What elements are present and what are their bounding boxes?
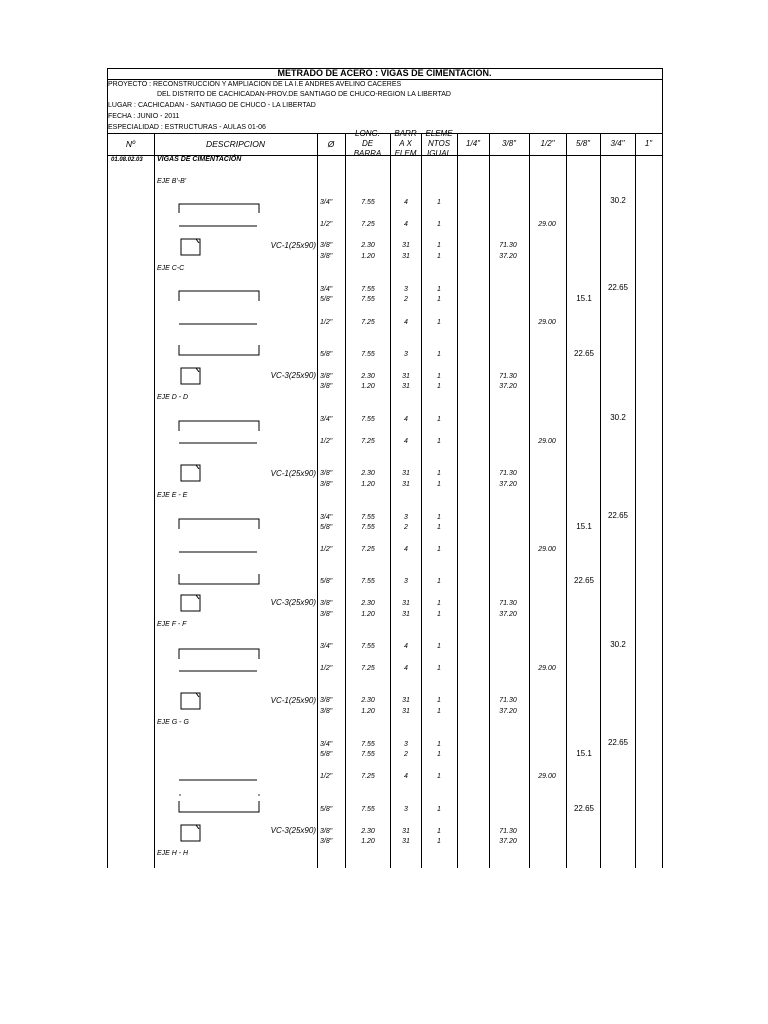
stirrup-hook (196, 368, 199, 372)
cell-c34: 30.2 (610, 640, 626, 649)
cell-d: 3/8" (320, 600, 333, 607)
cell-l: 1.20 (361, 481, 375, 488)
cell-c12: 29.00 (538, 319, 556, 326)
cell-d: 3/8" (320, 828, 333, 835)
cell-e: 1 (437, 546, 441, 553)
cell-b: 31 (402, 697, 410, 704)
cell-l: 2.30 (361, 600, 375, 607)
cell-l: 1.20 (361, 611, 375, 618)
cell-e: 1 (437, 514, 441, 521)
cell-c12: 29.00 (538, 438, 556, 445)
header-long-1: LONG. (355, 129, 380, 138)
cell-l: 7.55 (361, 524, 375, 531)
cell-b: 31 (402, 383, 410, 390)
cell-b: 3 (404, 286, 408, 293)
cell-e: 1 (437, 751, 441, 758)
cell-d: 5/8" (320, 524, 333, 531)
cell-d: 1/2" (320, 319, 333, 326)
stirrup-icon (181, 465, 200, 481)
vc-label: VC-3(25x90) (270, 826, 316, 835)
cell-d: 3/4" (320, 416, 333, 423)
header-diametro: Ø (327, 139, 335, 149)
cell-d: 3/8" (320, 708, 333, 715)
eje-label: EJE B'-B' (157, 178, 187, 185)
cell-l: 7.55 (361, 751, 375, 758)
header-barr-2: A X (399, 139, 412, 148)
cell-c34: 30.2 (610, 196, 626, 205)
rebar-bottom-shape (179, 801, 259, 812)
vc-label: VC-1(25x90) (270, 696, 316, 705)
rebar-bottom-shape (179, 345, 259, 355)
stirrup-hook (196, 465, 199, 469)
cell-c34: 22.65 (607, 283, 629, 292)
cell-l: 2.30 (361, 470, 375, 477)
cell-b: 2 (404, 524, 408, 531)
cell-d: 3/4" (320, 643, 333, 650)
cell-b: 3 (404, 514, 408, 521)
cell-l: 2.30 (361, 828, 375, 835)
cell-e: 1 (437, 524, 441, 531)
cell-l: 7.25 (361, 546, 375, 553)
cell-e: 1 (437, 286, 441, 293)
cell-e: 1 (437, 470, 441, 477)
rebar-top-shape (179, 204, 259, 213)
cell-l: 7.25 (361, 319, 375, 326)
header-barr-1: BARR (394, 129, 417, 138)
cell-c38: 37.20 (499, 481, 517, 488)
cell-c12: 29.00 (538, 665, 556, 672)
cell-c38: 37.20 (499, 838, 517, 845)
cell-e: 1 (437, 838, 441, 845)
cell-e: 1 (437, 708, 441, 715)
cell-c38: 71.30 (499, 600, 517, 607)
cell-b: 3 (404, 578, 408, 585)
cell-b: 31 (402, 611, 410, 618)
cell-l: 7.25 (361, 773, 375, 780)
cell-d: 3/8" (320, 373, 333, 380)
sheet-title: METRADO DE ACERO : VIGAS DE CIMENTACION. (277, 68, 492, 78)
cell-e: 1 (437, 741, 441, 748)
cell-c12: 29.00 (538, 773, 556, 780)
cell-b: 31 (402, 470, 410, 477)
cell-b: 31 (402, 253, 410, 260)
cell-l: 7.55 (361, 351, 375, 358)
cell-c38: 37.20 (499, 383, 517, 390)
cell-l: 7.55 (361, 741, 375, 748)
header-elem-3: IGUAL (426, 149, 451, 158)
cell-d: 3/4" (320, 199, 333, 206)
cell-d: 3/8" (320, 470, 333, 477)
especialidad-line: ESPECIALIDAD : ESTRUCTURAS - AULAS 01-06 (108, 124, 266, 131)
cell-l: 7.55 (361, 514, 375, 521)
cell-l: 7.55 (361, 643, 375, 650)
cell-l: 7.55 (361, 286, 375, 293)
eje-label: EJE G - G (157, 719, 189, 726)
cell-c38: 71.30 (499, 470, 517, 477)
fecha-line: FECHA : JUNIO - 2011 (108, 113, 180, 120)
cell-l: 7.55 (361, 578, 375, 585)
cell-e: 1 (437, 438, 441, 445)
cell-d: 3/4" (320, 741, 333, 748)
cell-d: 3/8" (320, 611, 333, 618)
cell-b: 31 (402, 600, 410, 607)
cell-b: 31 (402, 373, 410, 380)
cell-d: 1/2" (320, 773, 333, 780)
cell-c38: 37.20 (499, 708, 517, 715)
cell-l: 7.25 (361, 438, 375, 445)
cell-b: 31 (402, 242, 410, 249)
cell-d: 5/8" (320, 578, 333, 585)
cell-l: 2.30 (361, 242, 375, 249)
cell-b: 4 (404, 665, 408, 672)
eje-label: EJE H - H (157, 850, 189, 857)
cell-b: 4 (404, 643, 408, 650)
stirrup-icon (181, 368, 200, 384)
cell-b: 31 (402, 828, 410, 835)
cell-c58: 15.1 (576, 294, 592, 303)
cell-d: 3/8" (320, 838, 333, 845)
lugar-line: LUGAR : CACHICADAN - SANTIAGO DE CHUCO - LA LIBERTAD (108, 102, 316, 109)
dot-mark (258, 794, 259, 795)
cell-d: 3/8" (320, 481, 333, 488)
cell-l: 1.20 (361, 708, 375, 715)
header-1: 1" (644, 139, 653, 148)
header-long-2: DE (361, 139, 374, 148)
header-barr-3: ELEM (394, 149, 417, 158)
cell-d: 5/8" (320, 806, 333, 813)
cell-d: 5/8" (320, 751, 333, 758)
cell-l: 7.25 (361, 221, 375, 228)
cell-b: 31 (402, 481, 410, 488)
cell-b: 4 (404, 438, 408, 445)
proyecto-line-2: DEL DISTRITO DE CACHICADAN-PROV.DE SANTIAGO DE CHUCO-REGION LA LIBERTAD (157, 91, 451, 98)
cell-c38: 71.30 (499, 373, 517, 380)
eje-label: EJE C-C (157, 265, 185, 272)
header-3-4: 3/4" (610, 139, 625, 148)
cell-b: 2 (404, 296, 408, 303)
header-elem-1: ELEME (425, 129, 453, 138)
cell-l: 1.20 (361, 838, 375, 845)
cell-e: 1 (437, 806, 441, 813)
vc-label: VC-1(25x90) (270, 469, 316, 478)
rebar-top-shape (179, 519, 259, 529)
cell-c58: 22.65 (573, 804, 595, 813)
vc-label: VC-1(25x90) (270, 241, 316, 250)
rebar-bottom-shape (179, 574, 259, 584)
cell-c12: 29.00 (538, 221, 556, 228)
cell-c38: 37.20 (499, 253, 517, 260)
cell-b: 4 (404, 773, 408, 780)
cell-e: 1 (437, 578, 441, 585)
stirrup-icon (181, 595, 200, 611)
cell-b: 4 (404, 221, 408, 228)
stirrup-hook (196, 825, 199, 829)
cell-e: 1 (437, 242, 441, 249)
header-3-8: 3/8" (502, 139, 516, 148)
cell-l: 2.30 (361, 373, 375, 380)
header-1-2: 1/2" (540, 139, 555, 148)
cell-e: 1 (437, 351, 441, 358)
cell-l: 7.55 (361, 199, 375, 206)
cell-d: 5/8" (320, 351, 333, 358)
cell-c58: 15.1 (576, 522, 592, 531)
vc-label: VC-3(25x90) (270, 371, 316, 380)
cell-d: 3/4" (320, 514, 333, 521)
cell-e: 1 (437, 221, 441, 228)
cell-b: 4 (404, 319, 408, 326)
rebar-top-shape (179, 649, 259, 659)
cell-d: 3/8" (320, 242, 333, 249)
cell-d: 3/8" (320, 383, 333, 390)
stirrup-icon (181, 693, 200, 709)
header-no: Nº (125, 139, 136, 149)
proyecto-line: PROYECTO : RECONSTRUCCIÓN Y AMPLIACION DE LA I.E ANDRES AVELINO CACERES (108, 81, 402, 88)
cell-b: 4 (404, 199, 408, 206)
cell-b: 31 (402, 708, 410, 715)
cell-d: 3/8" (320, 697, 333, 704)
stirrup-hook (196, 693, 199, 697)
cell-e: 1 (437, 253, 441, 260)
stirrup-icon (181, 239, 200, 255)
cell-e: 1 (437, 199, 441, 206)
rebar-top-shape (179, 421, 259, 431)
header-1-4: 1/4" (466, 139, 480, 148)
cell-l: 7.55 (361, 296, 375, 303)
cell-e: 1 (437, 665, 441, 672)
cell-b: 4 (404, 546, 408, 553)
cell-l: 7.55 (361, 416, 375, 423)
cell-c34: 22.65 (607, 511, 629, 520)
cell-e: 1 (437, 773, 441, 780)
cell-b: 4 (404, 416, 408, 423)
stirrup-icon (181, 825, 200, 841)
vc-label: VC-3(25x90) (270, 598, 316, 607)
header-descripcion: DESCRIPCION (205, 139, 266, 149)
cell-e: 1 (437, 416, 441, 423)
cell-b: 2 (404, 751, 408, 758)
cell-e: 1 (437, 611, 441, 618)
eje-label: EJE E - E (157, 492, 188, 499)
cell-c12: 29.00 (538, 546, 556, 553)
cell-l: 1.20 (361, 383, 375, 390)
cell-c34: 22.65 (607, 738, 629, 747)
cell-b: 31 (402, 838, 410, 845)
cell-b: 3 (404, 806, 408, 813)
eje-label: EJE D - D (157, 394, 189, 401)
cell-e: 1 (437, 481, 441, 488)
header-elem-2: NTOS (427, 139, 451, 148)
cell-c38: 71.30 (499, 697, 517, 704)
cell-c58: 22.65 (573, 576, 595, 585)
header-5-8: 5/8" (576, 139, 590, 148)
cell-c58: 15.1 (576, 749, 592, 758)
stirrup-hook (196, 239, 199, 243)
cell-d: 1/2" (320, 221, 333, 228)
cell-d: 3/8" (320, 253, 333, 260)
cell-c38: 71.30 (499, 828, 517, 835)
dot-mark (179, 794, 180, 795)
cell-l: 7.55 (361, 806, 375, 813)
cell-c38: 37.20 (499, 611, 517, 618)
cell-e: 1 (437, 373, 441, 380)
cell-d: 3/4" (320, 286, 333, 293)
cell-e: 1 (437, 296, 441, 303)
cell-e: 1 (437, 600, 441, 607)
rebar-top-shape (179, 291, 259, 301)
stirrup-hook (196, 595, 199, 599)
cell-d: 1/2" (320, 438, 333, 445)
cell-b: 3 (404, 741, 408, 748)
cell-e: 1 (437, 697, 441, 704)
item-code: 01.08.02.03 (111, 157, 143, 163)
cell-l: 2.30 (361, 697, 375, 704)
eje-label: EJE F - F (157, 621, 187, 628)
cell-l: 7.25 (361, 665, 375, 672)
cell-e: 1 (437, 643, 441, 650)
cell-d: 1/2" (320, 546, 333, 553)
cell-d: 5/8" (320, 296, 333, 303)
section-title: VIGAS DE CIMENTACIÓN (157, 156, 242, 163)
cell-e: 1 (437, 383, 441, 390)
cell-e: 1 (437, 828, 441, 835)
cell-e: 1 (437, 319, 441, 326)
cell-l: 1.20 (361, 253, 375, 260)
cell-c34: 30.2 (610, 413, 626, 422)
cell-b: 3 (404, 351, 408, 358)
cell-d: 1/2" (320, 665, 333, 672)
header-long-3: BARRA (353, 149, 382, 158)
cell-c58: 22.65 (573, 349, 595, 358)
cell-c38: 71.30 (499, 242, 517, 249)
